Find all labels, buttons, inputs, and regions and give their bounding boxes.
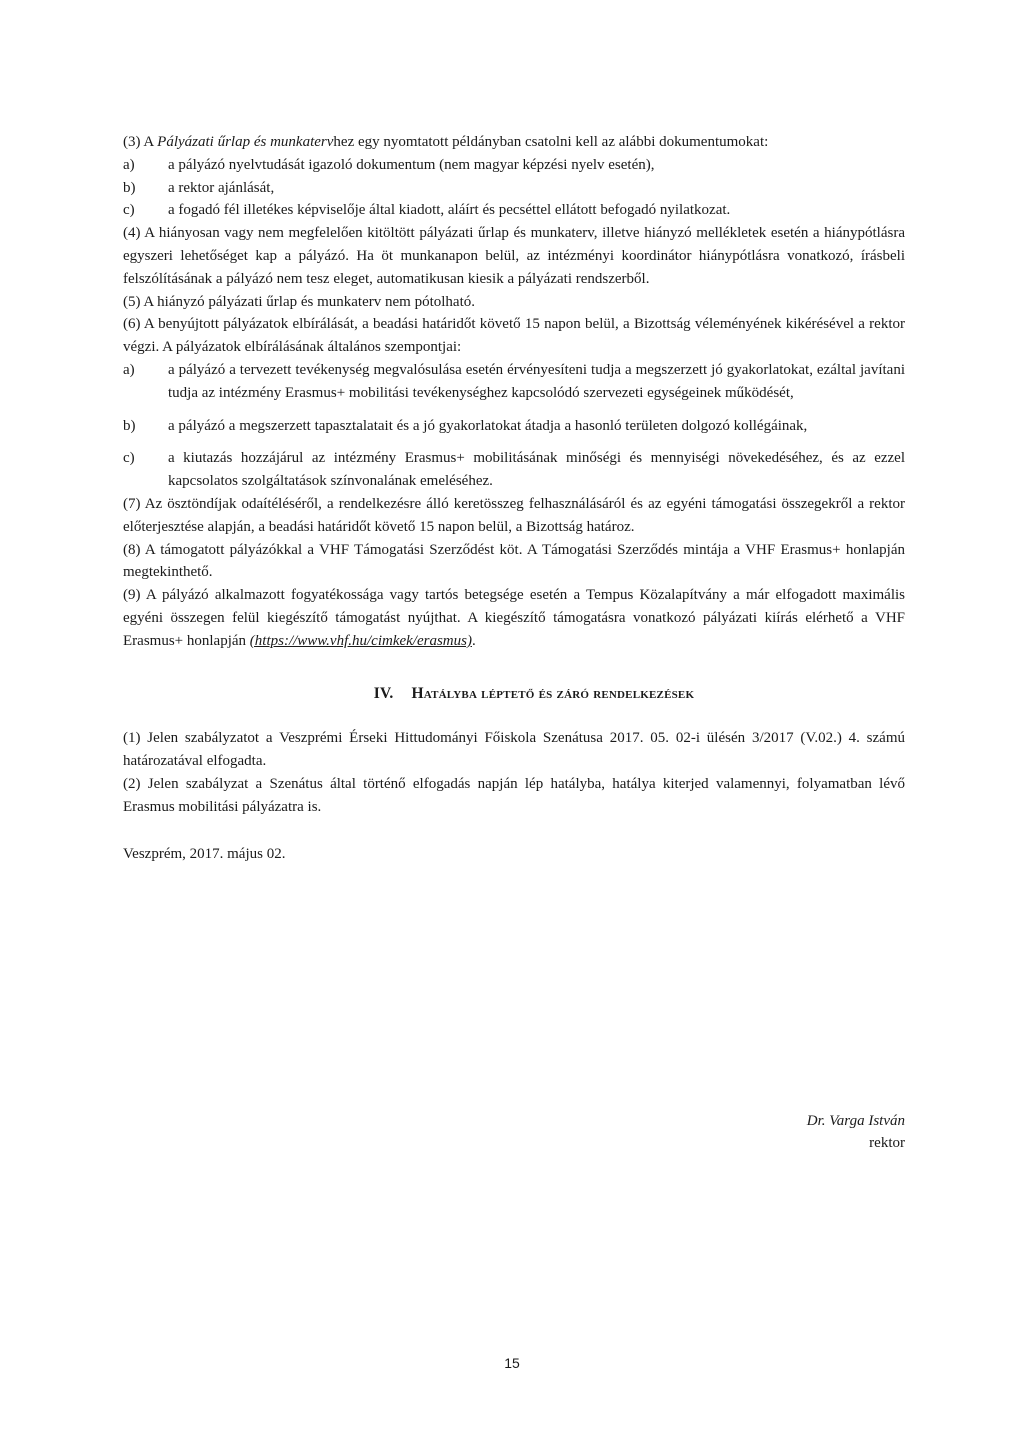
closing-paragraph-1: (1) Jelen szabályzatot a Veszprémi Érseki Hittudományi Főiskola Szenátusa 2017. 05. 02-i ülésén 3/2017 (V.02.) 4. számú határozatával elfogadta. bbox=[123, 730, 905, 770]
list-item-text: a pályázó nyelvtudását igazoló dokumentum (nem magyar képzési nyelv esetén), bbox=[168, 156, 655, 173]
section-3-list bbox=[123, 154, 905, 222]
section-6-list bbox=[123, 359, 905, 493]
list-item bbox=[123, 415, 905, 438]
section-7: (7) Az ösztöndíjak odaítéléséről, a rendelkezésre álló keretösszeg felhasználásáról és az egyéni támogatási összegekről a rektor előterjesztése alapján, a beadási határidőt követő 15 napon belül, a Bizottság határoz. bbox=[123, 495, 905, 535]
section-9-text: (9) A pályázó alkalmazott fogyatékossága vagy tartós betegsége esetén a Tempus Közalapítvány a már elfogadott maximális egyéni összegen felül kiegészítő támogatást nyújthat. A kiegészítő támogatásra vonatkozó pályázati kiírás elérhető a VHF Erasmus+ honlapján bbox=[123, 587, 905, 649]
chapter-heading bbox=[123, 683, 905, 706]
signatory-name: Dr. Varga István bbox=[806, 1113, 905, 1129]
place-date: Veszprém, 2017. május 02. bbox=[123, 845, 286, 862]
list-item-text: a fogadó fél illetékes képviselője által kiadott, aláírt és pecséttel ellátott befogadó nyilatkozat. bbox=[168, 202, 731, 219]
section-8: (8) A támogatott pályázókkal a VHF Támogatási Szerződést köt. A Támogatási Szerződés mintája a VHF Erasmus+ honlapján megtekinthető. bbox=[123, 541, 905, 581]
chapter-title: Hatályba léptető és záró rendelkezések bbox=[411, 684, 695, 702]
list-item bbox=[123, 177, 905, 200]
section-5: (5) A hiányzó pályázati űrlap és munkaterv nem pótolható. bbox=[123, 293, 475, 310]
list-item-text: a kiutazás hozzájárul az intézmény Erasmus+ mobilitásának minőségi és mennyiségi növekedéséhez, és az ezzel kapcsolatos szolgáltatások színvonalának emeléséhez. bbox=[168, 450, 905, 490]
list-item-text: a rektor ajánlását, bbox=[168, 179, 275, 196]
list-item-text: a pályázó a tervezett tevékenység megvalósulása esetén érvényesíteni tudja a megszerzett jó gyakorlatokat, ezáltal javítani tudja az intézmény Erasmus+ mobilitási tevékenységhez kapcsolódó szervezeti egységeinek működését, bbox=[168, 361, 905, 401]
list-item bbox=[123, 447, 905, 493]
list-marker: a) bbox=[123, 156, 135, 173]
closing-provisions bbox=[123, 727, 905, 865]
list-item bbox=[123, 154, 905, 177]
list-item-text: a pályázó a megszerzett tapasztalatait és a jó gyakorlatokat átadja a hasonló területen dolgozó kollégáinak, bbox=[168, 417, 808, 434]
list-marker: a) bbox=[123, 361, 135, 378]
list-item bbox=[123, 199, 905, 222]
list-marker: c) bbox=[123, 450, 135, 467]
closing-paragraph-2: (2) Jelen szabályzat a Szenátus által történő elfogadás napján lép hatályba, hatálya kiterjed valamennyi, folyamatban lévő Erasmus mobilitási pályázatra is. bbox=[123, 775, 905, 815]
list-marker: b) bbox=[123, 417, 136, 434]
section-3-text: hez egy nyomtatott példányban csatolni kell az alábbi dokumentumokat: bbox=[333, 134, 769, 150]
chapter-number: IV. bbox=[373, 684, 394, 702]
document-body bbox=[123, 131, 905, 865]
section-3-form-name: Pályázati űrlap és munkaterv bbox=[157, 134, 334, 150]
section-3-number: (3) A bbox=[123, 134, 158, 150]
section-4: (4) A hiányosan vagy nem megfelelően kitöltött pályázati űrlap és munkaterv, illetve hiányzó mellékletek esetén a hiánypótlásra egyszeri lehetőséget kap a pályázó. Ha öt munkanapon belül, az intézményi koordinátor hiánypótlásra vonatkozó, írásbeli felszólításának a pályázó nem tesz eleget, automatikusan kiesik a pályázati rendszerből. bbox=[123, 225, 905, 287]
section-3 bbox=[123, 131, 905, 154]
erasmus-link[interactable]: (https://www.vhf.hu/cimkek/erasmus) bbox=[249, 632, 472, 649]
list-item bbox=[123, 359, 905, 405]
list-marker: b) bbox=[123, 179, 136, 196]
list-marker: c) bbox=[123, 202, 135, 219]
signatory-role: rektor bbox=[869, 1135, 905, 1151]
section-6: (6) A benyújtott pályázatok elbírálását, a beadási határidőt követő 15 napon belül, a Bizottság véleményének kikérésével a rektor végzi. A pályázatok elbírálásának általános szempontjai: bbox=[123, 316, 905, 356]
section-9 bbox=[123, 584, 905, 652]
page-number: 15 bbox=[504, 1355, 520, 1371]
signature-block bbox=[807, 1110, 905, 1154]
section-9-end: . bbox=[471, 632, 476, 649]
